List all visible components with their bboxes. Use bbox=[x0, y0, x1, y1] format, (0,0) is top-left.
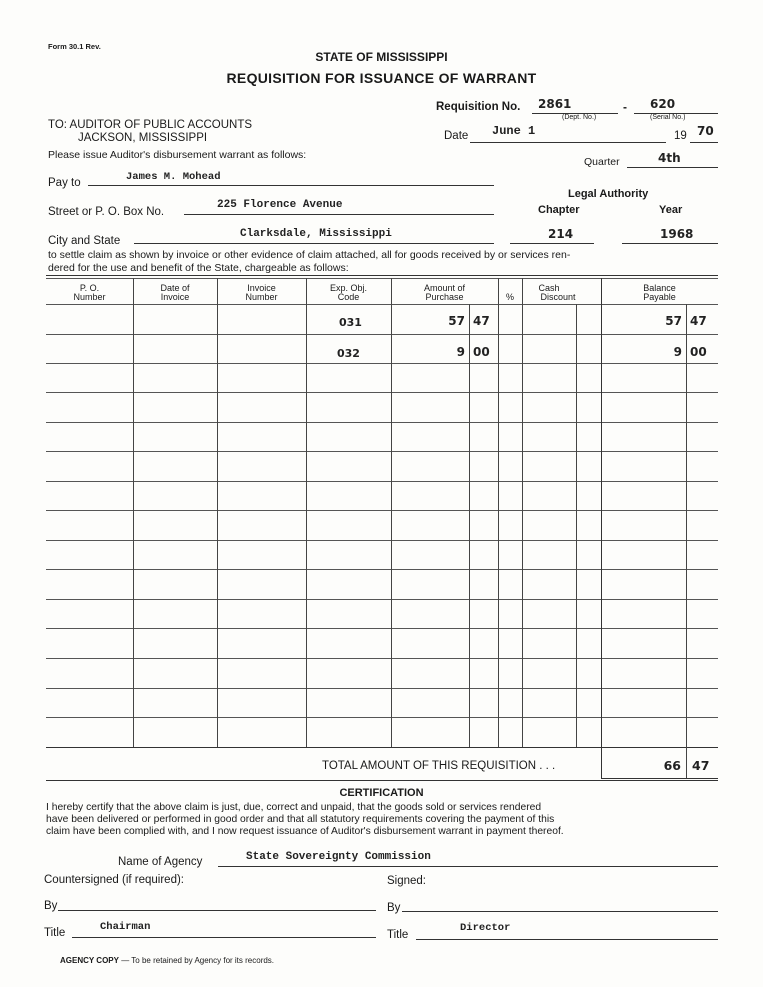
city-value: Clarksdale, Mississippi bbox=[240, 228, 392, 240]
row2-exp-code: 032 bbox=[337, 347, 360, 360]
header-date-1: Date of bbox=[160, 283, 190, 293]
header-date-2: Invoice bbox=[160, 292, 190, 302]
certification-line2: have been delivered or performed in good order and that all statutory requirements covering the payment of this bbox=[46, 814, 555, 825]
chapter-label: Chapter bbox=[538, 204, 580, 216]
footer-retention-text: — To be retained by Agency for its records. bbox=[118, 956, 275, 965]
quarter-value: 4th bbox=[658, 151, 681, 165]
certification-line1: I hereby certify that the above claim is just, due, correct and unpaid, that the goods sold or services rendered bbox=[46, 802, 542, 813]
row1-balance-dollars: 57 bbox=[665, 314, 682, 328]
settle-text-line2: dered for the use and benefit of the State, chargeable as follows: bbox=[48, 262, 349, 274]
quarter-label: Quarter bbox=[584, 156, 620, 168]
dept-number: 2861 bbox=[538, 97, 572, 111]
pay-to-label: Pay to bbox=[48, 177, 81, 189]
header-balance-2: Payable bbox=[643, 292, 676, 302]
signed-title-label: Title bbox=[387, 929, 409, 941]
row2-amount-dollars: 9 bbox=[456, 345, 465, 359]
certification-line3: claim have been complied with, and I now request issuance of Auditor's disbursement warrant in payment thereof. bbox=[46, 826, 564, 837]
certification-heading: CERTIFICATION bbox=[339, 787, 424, 799]
street-value: 225 Florence Avenue bbox=[217, 199, 343, 211]
date-label: Date bbox=[444, 130, 469, 142]
signed-label: Signed: bbox=[387, 875, 427, 887]
total-label: TOTAL AMOUNT OF THIS REQUISITION . . . bbox=[322, 760, 556, 772]
header-amount-1: Amount of bbox=[423, 283, 466, 293]
form-number: Form 30.1 Rev. bbox=[48, 42, 101, 51]
row1-exp-code: 031 bbox=[339, 316, 362, 329]
date-value: June 1 bbox=[492, 124, 536, 138]
header-amount-2: Purchase bbox=[425, 292, 464, 302]
dept-caption: (Dept. No.) bbox=[562, 114, 597, 121]
row1-balance-cents: 47 bbox=[690, 314, 707, 328]
header-po-2: Number bbox=[73, 292, 106, 302]
countersign-title-label: Title bbox=[44, 927, 66, 939]
total-dollars: 66 bbox=[663, 758, 681, 773]
date-year: 70 bbox=[697, 124, 714, 138]
signed-by-label: By bbox=[387, 902, 401, 914]
instruction-text: Please issue Auditor's disbursement warrant as follows: bbox=[48, 149, 307, 161]
countersign-title-value: Chairman bbox=[100, 921, 151, 933]
header-percent: % bbox=[505, 292, 514, 302]
pay-to-value: James M. Mohead bbox=[126, 171, 221, 183]
serial-number: 620 bbox=[650, 97, 676, 111]
year-prefix: 19 bbox=[674, 130, 687, 142]
agency-value: State Sovereignty Commission bbox=[246, 851, 431, 863]
signed-title-value: Director bbox=[460, 922, 511, 934]
row2-balance-cents: 00 bbox=[690, 345, 707, 359]
serial-caption: (Serial No.) bbox=[650, 114, 686, 121]
countersigned-label: Countersigned (if required): bbox=[44, 874, 184, 886]
agency-label: Name of Agency bbox=[118, 856, 203, 868]
header-invoice-2: Number bbox=[245, 292, 278, 302]
header-invoice-1: Invoice bbox=[247, 283, 276, 293]
settle-text-line1: to settle claim as shown by invoice or other evidence of claim attached, all for goods received by or services ren- bbox=[48, 249, 571, 261]
authority-year-value: 1968 bbox=[660, 227, 694, 241]
row1-amount-dollars: 57 bbox=[448, 314, 465, 328]
countersign-by-label: By bbox=[44, 900, 58, 912]
footer-note bbox=[60, 956, 274, 965]
header-exp-1: Exp. Obj. bbox=[329, 283, 367, 293]
total-cents: 47 bbox=[692, 758, 710, 773]
header-cash-2: Discount bbox=[540, 292, 576, 302]
addressee-line1: TO: AUDITOR OF PUBLIC ACCOUNTS bbox=[48, 119, 253, 131]
row2-balance-dollars: 9 bbox=[673, 345, 682, 359]
header-cash-1: Cash bbox=[538, 283, 560, 293]
year-label: Year bbox=[659, 204, 683, 216]
state-title: STATE OF MISSISSIPPI bbox=[315, 50, 448, 64]
street-label: Street or P. O. Box No. bbox=[48, 206, 165, 218]
row1-amount-cents: 47 bbox=[473, 314, 490, 328]
header-po-1: P. O. bbox=[79, 283, 100, 293]
header-exp-2: Code bbox=[337, 292, 360, 302]
chapter-value: 214 bbox=[548, 227, 574, 241]
requisition-label: Requisition No. bbox=[436, 101, 521, 113]
requisition-dash: - bbox=[623, 100, 627, 114]
header-balance-1: Balance bbox=[643, 283, 676, 293]
city-label: City and State bbox=[48, 235, 121, 247]
row2-amount-cents: 00 bbox=[473, 345, 490, 359]
footer-agency-copy: AGENCY COPY bbox=[60, 956, 119, 965]
legal-authority-label: Legal Authority bbox=[568, 188, 649, 200]
addressee-line2: JACKSON, MISSISSIPPI bbox=[78, 132, 208, 144]
form-title: REQUISITION FOR ISSUANCE OF WARRANT bbox=[226, 70, 537, 86]
